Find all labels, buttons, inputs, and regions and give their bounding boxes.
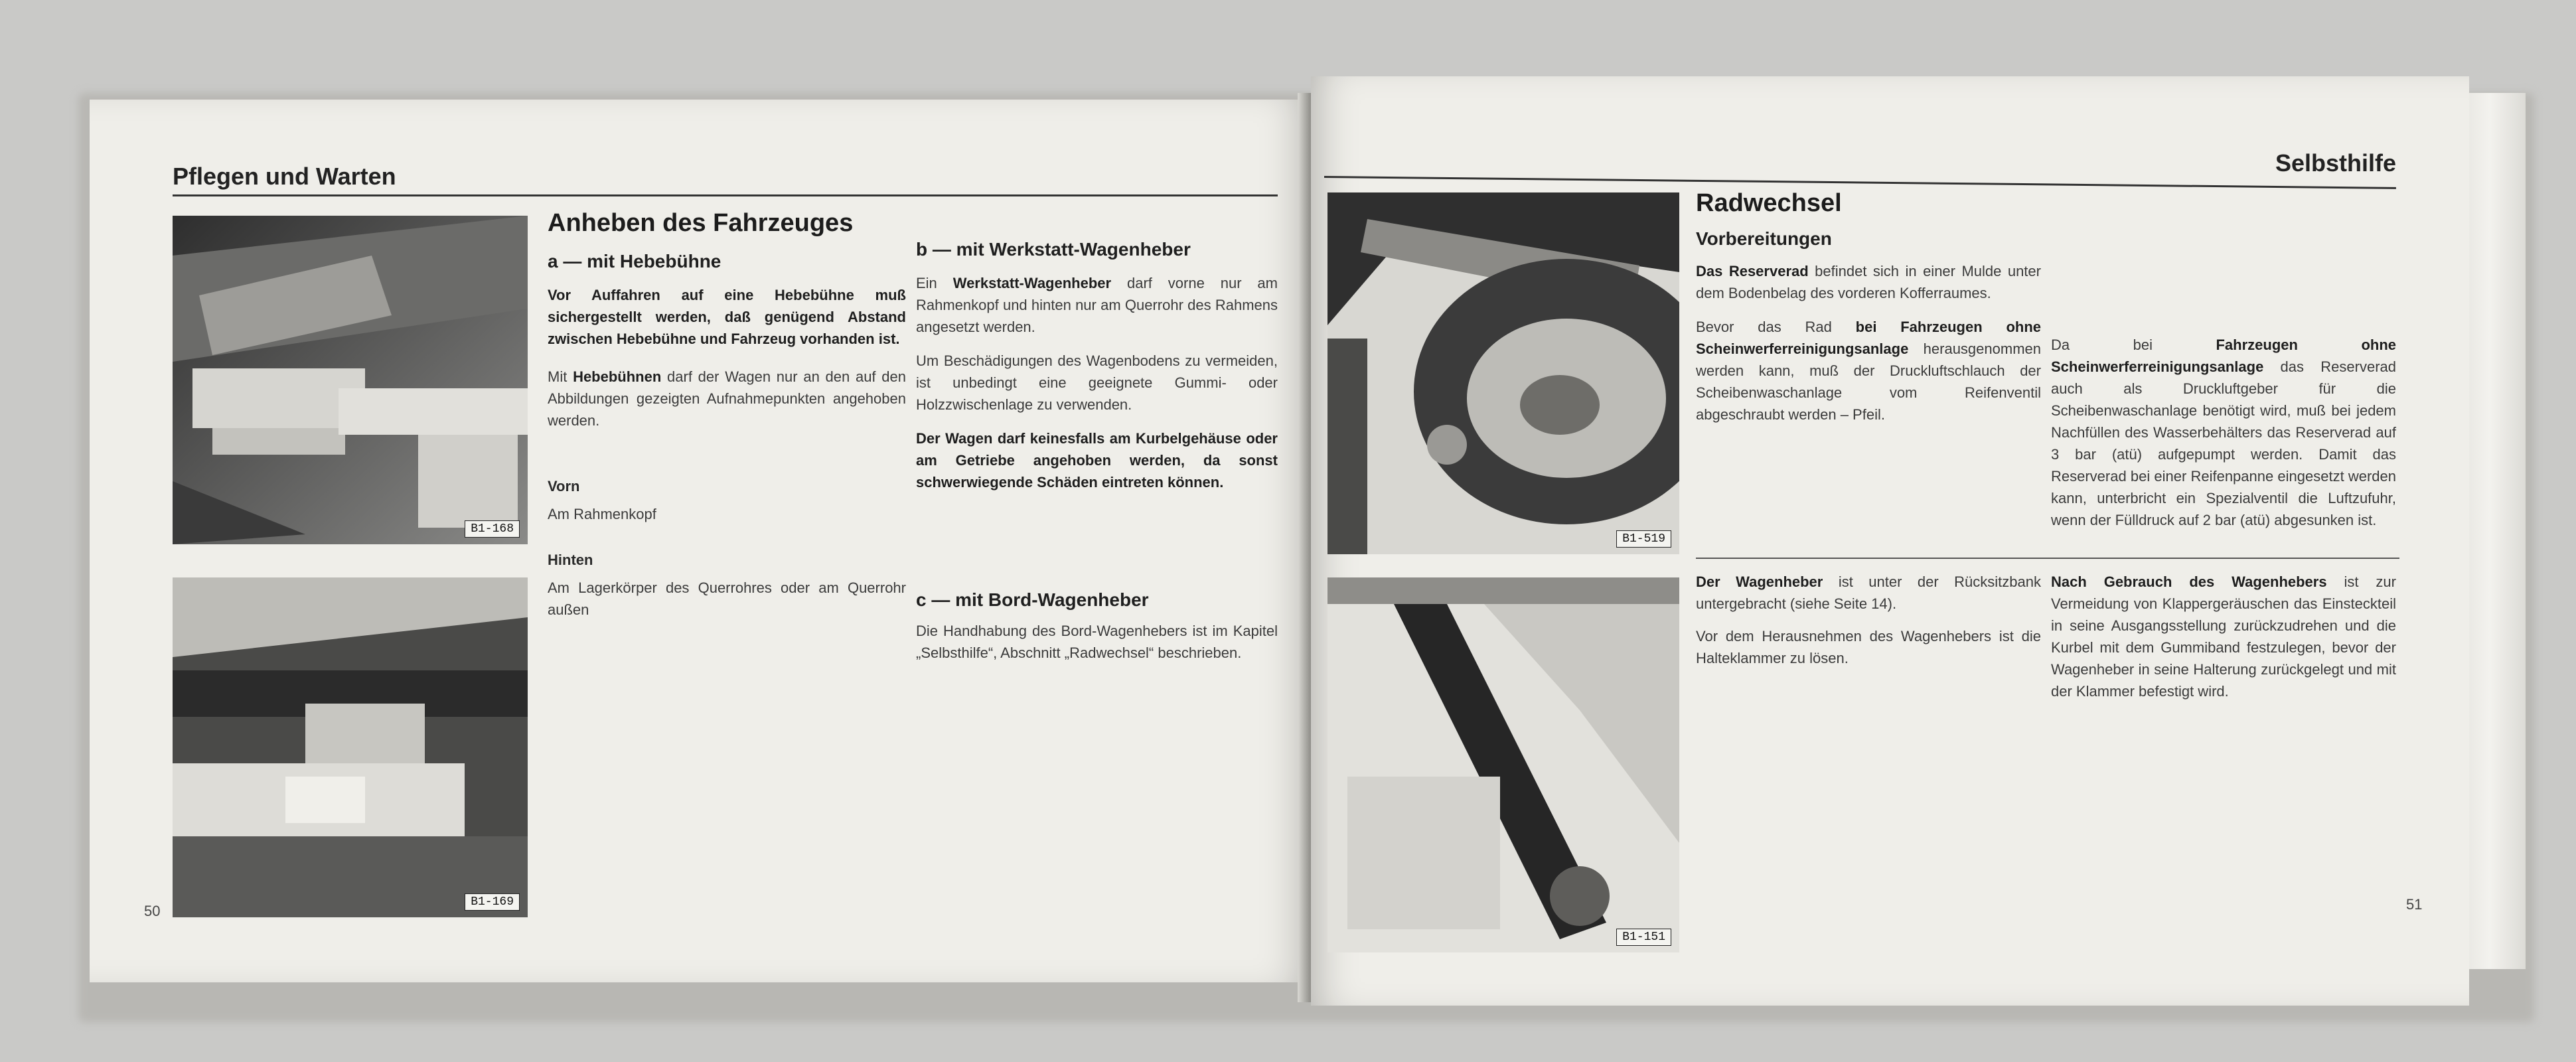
bold-term: Der Wagenheber (1696, 573, 1823, 590)
left-page (90, 100, 1308, 982)
text-span: befindet sich in einer Mulde unter dem Bodenbelag des vorderen Kofferraumes. (1696, 263, 2041, 301)
bold-term: bei Fahrzeugen ohne Scheinwerferreinigungsanlage (1696, 319, 2041, 357)
photo-tag: B1-519 (1616, 530, 1671, 548)
wagenheber-column-1 (1696, 571, 2041, 669)
page-number-right: 51 (2406, 896, 2423, 913)
text-span: das Reserverad auch als Druckluftgeber für die Scheibenwaschanlage benötigt wird, muß bei jedem Nachfüllen des Wasserbehälters das Reserverad auf 3 bar (atü) aufgepumpt werden. Damit das Reserverad bei einer Reifenpanne eingesetzt werden kann, unterbricht ein Spezialventil die Luftzufuhr, wenn der Fülldruck auf 2 bar (atü) abgesunken ist. (2051, 358, 2396, 528)
subsection-a-para1: Vor Auffahren auf eine Hebebühne muß sichergestellt werden, daß genügend Abstand zwischen Hebebühne und Fahrzeug vorhanden ist. (548, 287, 906, 347)
subsection-b-title: b — mit Werkstatt-Wagenheber (916, 239, 1191, 260)
page-number-left: 50 (144, 903, 161, 919)
photo-front-lift-point (173, 216, 528, 544)
header-rule-left (173, 194, 1278, 196)
text-span: darf der Wagen nur an den auf den Abbildungen gezeigten Aufnahmepunkten angehoben werden. (548, 368, 906, 429)
text-span: Mit (548, 368, 573, 385)
photo-spare-wheel (1327, 192, 1679, 554)
da-bei-text (2051, 334, 2396, 531)
photo-tag: B1-151 (1616, 929, 1671, 946)
column-a (548, 209, 906, 621)
bold-term: Nach Gebrauch des Wagenhebers (2051, 573, 2327, 590)
reserverad-text (1696, 260, 2041, 304)
bold-term: Das Reserverad (1696, 263, 1809, 279)
page-edges (2466, 93, 2526, 969)
photo-jack-storage (1327, 577, 1679, 952)
text-span: Bevor das Rad (1696, 319, 1856, 335)
bold-term: Werkstatt-Wagenheber (952, 275, 1112, 291)
subsection-a-para2 (548, 366, 906, 431)
text-span: Ein (916, 275, 953, 291)
hinten-text: Am Lagerkörper des Querrohres oder am Querrohr außen (548, 579, 906, 618)
photo-rear-lift-point-image (173, 577, 528, 917)
running-header-left: Pflegen und Warten (173, 163, 396, 190)
column-b (916, 239, 1278, 664)
wagenheber-para2: Vor dem Herausnehmen des Wagenhebers ist die Halteklammer zu lösen. (1696, 628, 2041, 666)
section-heading: Anheben des Fahrzeuges (548, 209, 854, 237)
subsection-title: Vorbereitungen (1696, 228, 1832, 249)
bevor-text (1696, 316, 2041, 425)
text-span: ist unter der Rücksitzbank untergebracht (siehe Seite 14). (1696, 573, 2041, 612)
photo-tag: B1-168 (465, 520, 520, 538)
section-divider (1696, 558, 2399, 559)
photo-jack-storage-image (1327, 577, 1679, 952)
bold-term: Fahrzeugen ohne Scheinwerferreinigungsanlage (2051, 337, 2396, 375)
vorn-text: Am Rahmenkopf (548, 506, 656, 522)
subsection-b-para1 (916, 272, 1278, 338)
section-heading: Radwechsel (1696, 189, 1842, 217)
right-page (1311, 76, 2469, 1006)
photo-tag: B1-169 (465, 893, 520, 911)
photo-spare-wheel-image (1327, 192, 1679, 554)
text-span: darf vorne nur am Rahmenkopf und hinten nur am Querrohr des Rahmens angesetzt werden. (916, 275, 1278, 335)
subsection-b-para2: Um Beschädigungen des Wagenbodens zu vermeiden, ist unbedingt eine geeignete Gummi- oder Holzzwischenlage zu verwenden. (916, 352, 1278, 413)
radwechsel-column-2 (2051, 334, 2396, 531)
text-span: herausgenommen werden kann, muß der Druckluftschlauch der Scheibenwaschanlage vom Reifenventil abgeschraubt werden – Pfeil. (1696, 341, 2041, 423)
photo-rear-lift-point (173, 577, 528, 917)
photo-front-lift-point-image (173, 216, 528, 544)
subsection-c-title: c — mit Bord-Wagenheber (916, 589, 1149, 610)
vorn-label: Vorn (548, 478, 580, 494)
bold-term: Hebebühnen (573, 368, 662, 385)
text-span: Da bei (2051, 337, 2216, 353)
subsection-a-title: a — mit Hebebühne (548, 251, 721, 271)
wagenheber-text (1696, 571, 2041, 615)
subsection-b-warning: Der Wagen darf keinesfalls am Kurbelgehäuse oder am Getriebe angehoben werden, da sonst schwerwiegende Schäden eintreten können. (916, 430, 1278, 491)
nach-gebrauch-text (2051, 571, 2396, 702)
subsection-c-para: Die Handhabung des Bord-Wagenhebers ist im Kapitel „Selbsthilfe“, Abschnitt „Radwechsel“ beschrieben. (916, 623, 1278, 661)
radwechsel-column-1 (1696, 189, 2041, 425)
text-span: ist zur Vermeidung von Klappergeräuschen das Einsteckteil in seine Ausgangsstellung zurückzudrehen und die Kurbel mit dem Gummiband festzulegen, bevor der Wagenheber in seine Halterung zurückgelegt und mit der Klammer befestigt wird. (2051, 573, 2396, 700)
wagenheber-column-2 (2051, 571, 2396, 702)
hinten-label: Hinten (548, 552, 593, 568)
header-rule-right (1324, 176, 2396, 189)
running-header-right: Selbsthilfe (2275, 149, 2396, 177)
